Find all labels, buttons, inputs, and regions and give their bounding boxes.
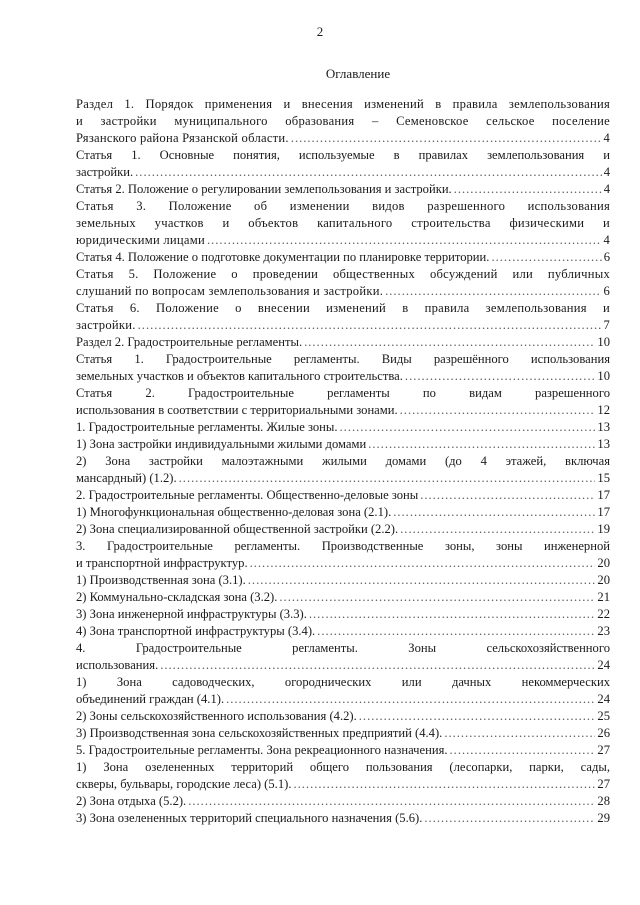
toc-entry-last-line — [76, 283, 610, 300]
dot-leader — [450, 742, 596, 759]
toc-heading: Оглавление — [325, 66, 391, 81]
page-number: 2 — [316, 24, 324, 39]
toc-entry-last-line — [76, 317, 610, 334]
toc-entry — [76, 453, 610, 487]
toc-entry — [76, 606, 610, 623]
dot-leader — [250, 555, 596, 572]
dot-leader — [420, 487, 595, 504]
toc-entry-title: земельных участков и объектов капитального строительства. — [76, 369, 403, 383]
toc-entry-last-line — [76, 402, 610, 419]
toc-entry-line: Раздел 1. Порядок применения и внесения изменений в правила землепользования — [76, 97, 610, 111]
toc-page-number: 12 — [597, 403, 610, 417]
dot-leader — [160, 657, 595, 674]
toc-entry-last-line — [76, 572, 610, 589]
toc-entry-title: 5. Градостроительные регламенты. Зона рекреационного назначения. — [76, 743, 448, 757]
toc-page-number: 17 — [597, 505, 610, 519]
toc-entry-last-line — [76, 181, 610, 198]
toc-page-number: 7 — [603, 318, 610, 332]
toc-entry-title: застройки. — [76, 165, 134, 179]
dot-leader — [368, 436, 595, 453]
toc-entry — [76, 623, 610, 640]
toc-entry — [76, 793, 610, 810]
toc-page-number: 4 — [603, 233, 610, 247]
toc-entry-line: 2) Зона застройки малоэтажными жилыми домами (до 4 этажей, включая — [76, 454, 610, 468]
toc-entry-title: использования. — [76, 658, 159, 672]
toc-entry-last-line — [76, 521, 610, 538]
toc-entry-last-line — [76, 691, 610, 708]
toc-entry-last-line — [76, 725, 610, 742]
toc-entry — [76, 385, 610, 419]
toc-entry-last-line — [76, 589, 610, 606]
dot-leader — [393, 504, 595, 521]
toc-page-number: 6 — [603, 250, 610, 264]
toc-page-number: 20 — [597, 556, 610, 570]
toc-entry — [76, 572, 610, 589]
toc-entry-last-line — [76, 504, 610, 521]
toc-page-number: 4 — [603, 182, 610, 196]
toc-entry-title: 3) Зона озелененных территорий специального назначения (5.6). — [76, 811, 423, 825]
table-of-contents — [76, 96, 610, 827]
toc-page-number: 13 — [597, 420, 610, 434]
toc-entry-line: 3. Градостроительные регламенты. Производственные зоны, зоны инженерной — [76, 539, 610, 553]
toc-entry-title: 2) Зона специализированной общественной застройки (2.2). — [76, 522, 399, 536]
dot-leader — [226, 691, 595, 708]
toc-entry-line: Статья 1. Основные понятия, используемые в правилах землепользования и — [76, 148, 610, 162]
toc-entry — [76, 266, 610, 300]
toc-entry — [76, 521, 610, 538]
toc-entry-last-line — [76, 164, 610, 181]
toc-entry-last-line — [76, 623, 610, 640]
toc-page-number: 17 — [597, 488, 610, 502]
dot-leader — [248, 572, 596, 589]
dot-leader — [135, 164, 602, 181]
toc-entry-title: 1. Градостроительные регламенты. Жилые зоны. — [76, 420, 338, 434]
toc-entry-title: использования в соответствии с территориальными зонами. — [76, 403, 398, 417]
toc-page-number: 29 — [597, 811, 610, 825]
toc-entry-title: Раздел 2. Градостроительные регламенты. — [76, 335, 303, 349]
dot-leader — [293, 776, 595, 793]
toc-entry — [76, 198, 610, 249]
toc-entry-line: Статья 5. Положение о проведении общественных обсуждений или публичных — [76, 267, 610, 281]
toc-entry — [76, 181, 610, 198]
toc-entry — [76, 504, 610, 521]
toc-entry — [76, 538, 610, 572]
toc-entry-last-line — [76, 130, 610, 147]
toc-entry-line: 4. Градостроительные регламенты. Зоны сельскохозяйственного — [76, 641, 610, 655]
toc-page-number: 24 — [597, 692, 610, 706]
toc-entry-last-line — [76, 334, 610, 351]
toc-page-number: 19 — [597, 522, 610, 536]
toc-entry — [76, 725, 610, 742]
dot-leader — [309, 606, 596, 623]
dot-leader — [385, 283, 601, 300]
dot-leader — [279, 589, 595, 606]
toc-entry-line: Статья 2. Градостроительные регламенты по видам разрешенного — [76, 386, 610, 400]
dot-leader — [179, 470, 596, 487]
dot-leader — [138, 317, 602, 334]
toc-entry-last-line — [76, 793, 610, 810]
toc-entry-last-line — [76, 419, 610, 436]
toc-entry-line: и застройки муниципального образования – Семеновское сельское поселение — [76, 114, 610, 128]
toc-page-number: 6 — [603, 284, 610, 298]
toc-entry-last-line — [76, 742, 610, 759]
toc-entry — [76, 742, 610, 759]
toc-entry — [76, 487, 610, 504]
toc-entry-last-line — [76, 810, 610, 827]
toc-entry-title: 1) Зона застройки индивидуальными жилыми домами — [76, 437, 367, 451]
toc-entry-title: объединений граждан (4.1). — [76, 692, 225, 706]
dot-leader — [491, 249, 601, 266]
toc-entry-title: Рязанского района Рязанской области. — [76, 131, 289, 145]
toc-entry — [76, 640, 610, 674]
toc-entry — [76, 589, 610, 606]
toc-page-number: 21 — [597, 590, 610, 604]
toc-entry-title: 3) Производственная зона сельскохозяйственных предприятий (4.4). — [76, 726, 443, 740]
toc-entry-line: Статья 3. Положение об изменении видов разрешенного использования — [76, 199, 610, 213]
toc-page-number: 22 — [597, 607, 610, 621]
dot-leader — [188, 793, 595, 810]
toc-page-number: 10 — [597, 335, 610, 349]
dot-leader — [291, 130, 602, 147]
toc-entry-title: застройки. — [76, 318, 136, 332]
toc-page-number: 27 — [597, 777, 610, 791]
toc-entry-line: 1) Зона озелененных территорий общего пользования (лесопарки, парки, сады, — [76, 760, 610, 774]
toc-entry-last-line — [76, 470, 610, 487]
toc-page-number: 25 — [597, 709, 610, 723]
toc-entry-title: 3) Зона инженерной инфраструктуры (3.3). — [76, 607, 307, 621]
dot-leader — [359, 708, 596, 725]
toc-page-number: 10 — [597, 369, 610, 383]
toc-page-number: 26 — [597, 726, 610, 740]
toc-entry-title: скверы, бульвары, городские леса) (5.1). — [76, 777, 292, 791]
toc-entry-last-line — [76, 708, 610, 725]
toc-entry-line: 1) Зона садоводческих, огороднических или дачных некоммерческих — [76, 675, 610, 689]
toc-page-number: 4 — [603, 131, 610, 145]
toc-page-number: 24 — [597, 658, 610, 672]
toc-page-number: 13 — [597, 437, 610, 451]
dot-leader — [340, 419, 596, 436]
toc-entry-title: Статья 2. Положение о регулировании землепользования и застройки. — [76, 182, 452, 196]
toc-page-number: 15 — [597, 471, 610, 485]
toc-entry — [76, 419, 610, 436]
dot-leader — [454, 181, 602, 198]
toc-entry-last-line — [76, 555, 610, 572]
toc-entry-title: 1) Многофункциональная общественно-деловая зона (2.1). — [76, 505, 392, 519]
toc-entry-title: 2) Зоны сельскохозяйственного использования (4.2). — [76, 709, 357, 723]
toc-entry — [76, 810, 610, 827]
toc-page-number: 4 — [603, 165, 610, 179]
toc-entry — [76, 96, 610, 147]
toc-entry — [76, 436, 610, 453]
toc-entry — [76, 708, 610, 725]
toc-entry-line: Статья 6. Положение о внесении изменений в правила землепользования и — [76, 301, 610, 315]
toc-entry-title: и транспортной инфраструктур. — [76, 556, 248, 570]
toc-entry-last-line — [76, 657, 610, 674]
toc-entry-title: 2) Зона отдыха (5.2). — [76, 794, 187, 808]
dot-leader — [207, 232, 602, 249]
toc-entry-title: 2) Коммунально-складская зона (3.2). — [76, 590, 278, 604]
toc-entry-title: 2. Градостроительные регламенты. Общественно-деловые зоны — [76, 488, 419, 502]
toc-entry-line: земельных участков и объектов капитального строительства физическими и — [76, 216, 610, 230]
dot-leader — [304, 334, 595, 351]
toc-entry — [76, 334, 610, 351]
toc-entry-last-line — [76, 232, 610, 249]
toc-page-number: 28 — [597, 794, 610, 808]
toc-entry — [76, 300, 610, 334]
toc-entry — [76, 147, 610, 181]
toc-page-number: 27 — [597, 743, 610, 757]
toc-entry — [76, 674, 610, 708]
toc-entry-last-line — [76, 249, 610, 266]
toc-entry-last-line — [76, 606, 610, 623]
toc-entry-title: 1) Производственная зона (3.1). — [76, 573, 246, 587]
dot-leader — [424, 810, 595, 827]
toc-entry-title: Статья 4. Положение о подготовке документации по планировке территории. — [76, 250, 490, 264]
toc-entry-last-line — [76, 487, 610, 504]
toc-entry-line: Статья 1. Градостроительные регламенты. Виды разрешённого использования — [76, 352, 610, 366]
toc-entry — [76, 249, 610, 266]
dot-leader — [400, 402, 596, 419]
dot-leader — [405, 368, 595, 385]
toc-entry-title: мансардный) (1.2). — [76, 471, 177, 485]
toc-entry-last-line — [76, 436, 610, 453]
toc-page-number: 20 — [597, 573, 610, 587]
dot-leader — [444, 725, 595, 742]
toc-entry-title: юридическими лицами — [76, 233, 205, 247]
toc-entry-title: 4) Зона транспортной инфраструктуры (3.4). — [76, 624, 316, 638]
toc-entry-last-line — [76, 368, 610, 385]
toc-entry-last-line — [76, 776, 610, 793]
dot-leader — [317, 623, 595, 640]
toc-entry — [76, 351, 610, 385]
toc-page-number: 23 — [597, 624, 610, 638]
toc-entry — [76, 759, 610, 793]
dot-leader — [400, 521, 595, 538]
toc-entry-title: слушаний по вопросам землепользования и застройки. — [76, 284, 384, 298]
